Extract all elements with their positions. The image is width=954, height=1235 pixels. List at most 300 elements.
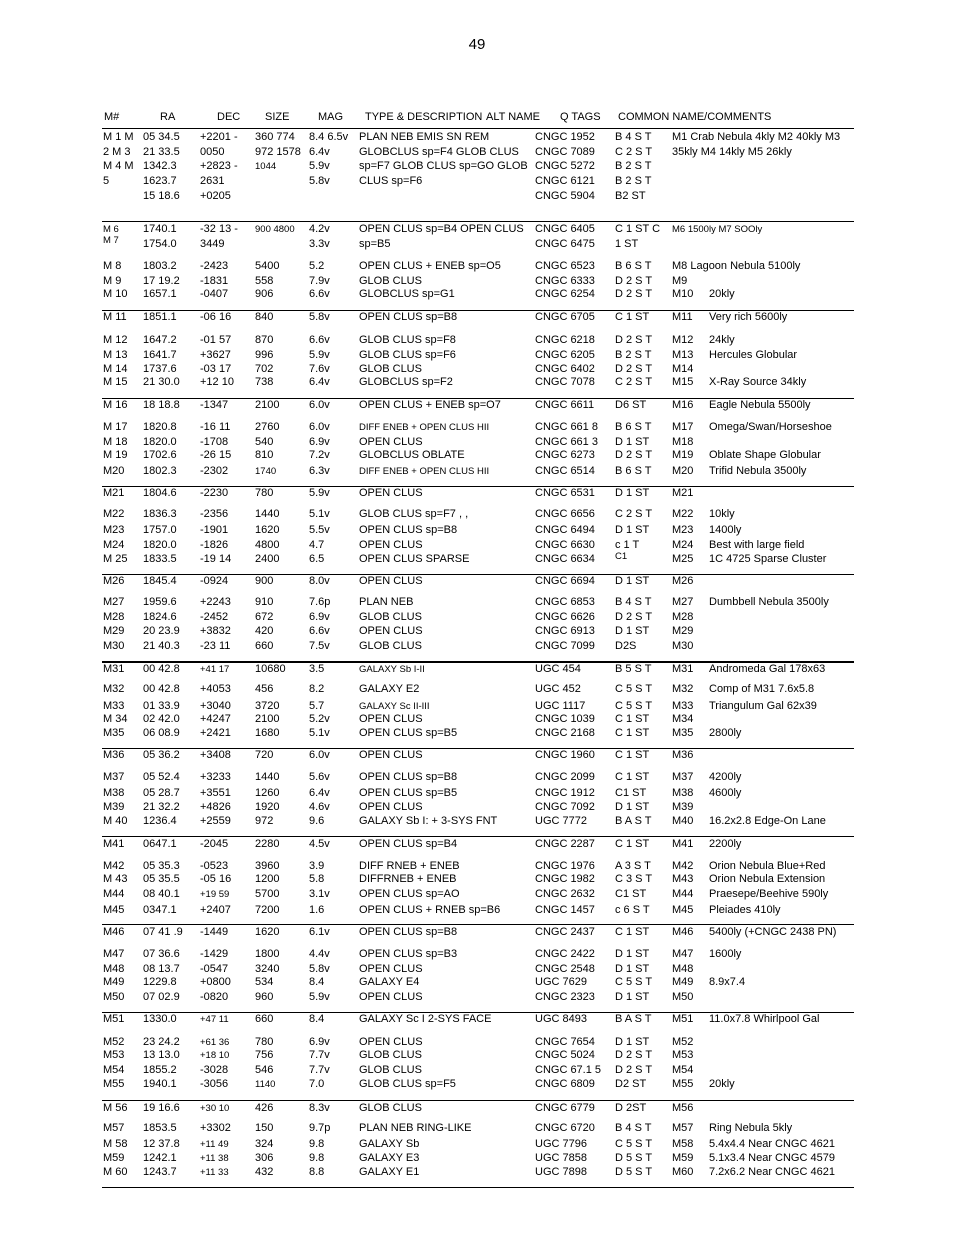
q-tags: C 1 ST — [615, 771, 650, 783]
alt-name: CNGC 6656 — [535, 508, 595, 520]
size: 1680 — [255, 727, 280, 739]
messier-number: M 18 — [103, 436, 128, 448]
common-name-comment: 10kly — [709, 508, 735, 520]
right-ascension: 1940.1 — [143, 1078, 177, 1090]
declination: +61 36 — [200, 1037, 230, 1048]
right-ascension: 05 34.5 — [143, 131, 180, 143]
common-name-id: M44 — [672, 888, 694, 900]
q-tags: C 5 S T — [615, 700, 653, 712]
declination: +19 59 — [200, 889, 230, 900]
right-ascension: 13 13.0 — [143, 1049, 180, 1061]
magnitude: 5.1v — [309, 508, 330, 520]
q-tags: B 5 S T — [615, 663, 652, 675]
magnitude: 7.0 — [309, 1078, 325, 1090]
size: 660 — [255, 640, 274, 652]
q-tags: C 1 ST C — [615, 223, 661, 235]
right-ascension: 1802.3 — [143, 465, 177, 477]
type-description: OPEN CLUS — [359, 487, 423, 499]
magnitude: 9.8 — [309, 1138, 325, 1150]
size: 720 — [255, 749, 274, 761]
type-description: OPEN CLUS — [359, 575, 423, 587]
q-tags: B A S T — [615, 815, 652, 827]
type-description: OPEN CLUS + ENEB sp=O7 — [359, 399, 501, 411]
right-ascension: 1803.2 — [143, 260, 177, 272]
right-ascension: 1853.5 — [143, 1122, 177, 1134]
magnitude: 5.8v — [309, 963, 330, 975]
q-tags: C 1 ST — [615, 727, 650, 739]
right-ascension: 1330.0 — [143, 1013, 177, 1025]
messier-number: M 1 M — [103, 131, 134, 143]
right-ascension: 1757.0 — [143, 524, 177, 536]
alt-name: CNGC 6523 — [535, 260, 595, 272]
q-tags: D 1 ST — [615, 991, 650, 1003]
q-tags: D 1 ST — [615, 487, 650, 499]
right-ascension: 05 35.5 — [143, 873, 180, 885]
common-name-id: M17 — [672, 421, 694, 433]
declination: 0050 — [200, 146, 225, 158]
messier-number: 5 — [103, 175, 110, 187]
alt-name: CNGC 67.1 5 — [535, 1064, 602, 1076]
q-tags: C 1 ST — [615, 713, 650, 725]
alt-name: CNGC 6402 — [535, 363, 595, 375]
alt-name: UGC 8493 — [535, 1013, 587, 1025]
magnitude: 3.9 — [309, 860, 325, 872]
alt-name: CNGC 6694 — [535, 575, 595, 587]
messier-number: M20 — [103, 465, 125, 477]
type-description: GALAXY Sb I-II — [359, 664, 425, 675]
q-tags: D 1 ST — [615, 436, 650, 448]
right-ascension: 15 18.6 — [143, 190, 180, 202]
magnitude: 5.9v — [309, 487, 330, 499]
right-ascension: 0347.1 — [143, 904, 177, 916]
common-name-id: M60 — [672, 1166, 694, 1178]
common-name-id: M53 — [672, 1049, 694, 1061]
declination: 2631 — [200, 175, 225, 187]
magnitude: 5.6v — [309, 771, 330, 783]
common-name-id: M49 — [672, 976, 694, 988]
right-ascension: 1820.8 — [143, 421, 177, 433]
magnitude: 6.3v — [309, 465, 330, 477]
right-ascension: 21 32.2 — [143, 801, 180, 813]
alt-name: UGC 7858 — [535, 1152, 587, 1164]
type-description: OPEN CLUS + ENEB sp=O5 — [359, 260, 501, 272]
size: 1440 — [255, 508, 280, 520]
declination: +4247 — [200, 713, 231, 725]
messier-number: M 16 — [103, 399, 128, 411]
size: 10680 — [255, 663, 286, 675]
right-ascension: 1236.4 — [143, 815, 177, 827]
messier-number: M22 — [103, 508, 125, 520]
right-ascension: 1737.6 — [143, 363, 177, 375]
magnitude: 6.1v — [309, 926, 330, 938]
magnitude: 5.9v — [309, 349, 330, 361]
messier-number: M38 — [103, 787, 125, 799]
declination: -0820 — [200, 991, 229, 1003]
alt-name: UGC 452 — [535, 683, 581, 695]
size: 2760 — [255, 421, 280, 433]
alt-name: CNGC 1952 — [535, 131, 595, 143]
messier-number: M37 — [103, 771, 125, 783]
magnitude: 5.9v — [309, 160, 330, 172]
common-name-comment: Comp of M31 7.6x5.8 — [709, 683, 815, 695]
right-ascension: 07 02.9 — [143, 991, 180, 1003]
declination: +3551 — [200, 787, 231, 799]
messier-number: M36 — [103, 749, 125, 761]
alt-name: CNGC 1039 — [535, 713, 595, 725]
alt-name: CNGC 6333 — [535, 275, 595, 287]
magnitude: 5.9v — [309, 991, 330, 1003]
magnitude: 6.6v — [309, 288, 330, 300]
alt-name: CNGC 2422 — [535, 948, 595, 960]
magnitude: 8.2 — [309, 683, 325, 695]
declination: -0523 — [200, 860, 229, 872]
common-name-id: M42 — [672, 860, 694, 872]
common-name-comment: 20kly — [709, 1078, 735, 1090]
common-name-id: M26 — [672, 575, 694, 587]
messier-number: M39 — [103, 801, 125, 813]
magnitude: 6.9v — [309, 1036, 330, 1048]
size: 910 — [255, 596, 274, 608]
column-header: TYPE & DESCRIPTION — [365, 111, 483, 123]
alt-name: CNGC 6720 — [535, 1122, 595, 1134]
right-ascension: 00 42.8 — [143, 683, 180, 695]
size: 996 — [255, 349, 274, 361]
common-name-id: M47 — [672, 948, 694, 960]
right-ascension: 08 40.1 — [143, 888, 180, 900]
right-ascension: 1845.4 — [143, 575, 177, 587]
messier-number: M 34 — [103, 713, 128, 725]
alt-name: CNGC 6494 — [535, 524, 595, 536]
common-name-comment: 2800ly — [709, 727, 742, 739]
declination: -0407 — [200, 288, 229, 300]
alt-name: CNGC 1976 — [535, 860, 595, 872]
alt-name: CNGC 2168 — [535, 727, 595, 739]
q-tags: c 1 T — [615, 539, 640, 551]
common-name-id: M18 — [672, 436, 694, 448]
common-name-comment: 20kly — [709, 288, 735, 300]
type-description: PLAN NEB EMIS SN REM — [359, 131, 490, 143]
common-name-comment: 8.9x7.4 — [709, 976, 746, 988]
size: 972 — [255, 815, 274, 827]
q-tags: A 3 S T — [615, 860, 651, 872]
declination: +3040 — [200, 700, 231, 712]
size: 1620 — [255, 926, 280, 938]
declination: -1901 — [200, 524, 229, 536]
size: 324 — [255, 1138, 274, 1150]
size: 1140 — [255, 1079, 276, 1090]
magnitude: 6.0v — [309, 399, 330, 411]
common-name-id: M8 Lagoon Nebula 5100ly — [672, 260, 801, 272]
q-tags: D 2 S T — [615, 611, 653, 623]
common-name-comment: 16.2x2.8 Edge-On Lane — [709, 815, 826, 827]
magnitude: 4.6v — [309, 801, 330, 813]
right-ascension: 05 36.2 — [143, 749, 180, 761]
type-description: OPEN CLUS sp=B5 — [359, 787, 458, 799]
common-name-id: M56 — [672, 1102, 694, 1114]
common-name-comment: Oblate Shape Globular — [709, 449, 821, 461]
size: 534 — [255, 976, 274, 988]
common-name-comment: Best with large field — [709, 539, 805, 551]
messier-number: M51 — [103, 1013, 125, 1025]
declination: +2421 — [200, 727, 231, 739]
declination: -01 57 — [200, 334, 232, 346]
messier-number: M47 — [103, 948, 125, 960]
magnitude: 6.5 — [309, 553, 325, 565]
declination: -26 15 — [200, 449, 232, 461]
right-ascension: 05 35.3 — [143, 860, 180, 872]
q-tags: D 2 S T — [615, 288, 653, 300]
common-name-id: M58 — [672, 1138, 694, 1150]
right-ascension: 05 52.4 — [143, 771, 180, 783]
q-tags: B 6 S T — [615, 465, 652, 477]
right-ascension: 0647.1 — [143, 838, 177, 850]
alt-name: CNGC 5024 — [535, 1049, 595, 1061]
common-name-comment: Eagle Nebula 5500ly — [709, 399, 811, 411]
alt-name: CNGC 6630 — [535, 539, 595, 551]
q-tags: D2S — [615, 640, 637, 652]
size: 2100 — [255, 399, 280, 411]
type-description: OPEN CLUS sp=B4 — [359, 838, 458, 850]
column-header: RA — [160, 111, 176, 123]
common-name-id: M19 — [672, 449, 694, 461]
messier-number: M54 — [103, 1064, 125, 1076]
declination: +30 10 — [200, 1103, 230, 1114]
right-ascension: 1855.2 — [143, 1064, 177, 1076]
size: 7200 — [255, 904, 280, 916]
alt-name: CNGC 2632 — [535, 888, 595, 900]
magnitude: 6.4v — [309, 146, 330, 158]
column-header: COMMON NAME/COMMENTS — [618, 111, 772, 123]
declination: +11 38 — [200, 1153, 229, 1164]
type-description: GLOBCLUS sp=F4 GLOB CLUS — [359, 146, 519, 158]
common-name-comment: Ring Nebula 5kly — [709, 1122, 793, 1134]
declination: -1831 — [200, 275, 229, 287]
messier-number: M21 — [103, 487, 125, 499]
size: 972 1578 — [255, 146, 301, 158]
q-tags: B 6 S T — [615, 421, 652, 433]
common-name-id: M29 — [672, 625, 694, 637]
magnitude: 5.8 — [309, 873, 325, 885]
alt-name: CNGC 661 3 — [535, 436, 598, 448]
type-description: GLOB CLUS sp=F5 — [359, 1078, 456, 1090]
q-tags: D 2 S T — [615, 334, 653, 346]
declination: +3627 — [200, 349, 231, 361]
magnitude: 8.3v — [309, 1102, 330, 1114]
common-name-id: M55 — [672, 1078, 694, 1090]
q-tags: D 1 ST — [615, 1036, 650, 1048]
q-tags: C 5 S T — [615, 1138, 653, 1150]
common-name-comment: 5.1x3.4 Near CNGC 4579 — [709, 1152, 835, 1164]
size: 906 — [255, 288, 274, 300]
messier-number: M24 — [103, 539, 125, 551]
type-description: PLAN NEB RING-LIKE — [359, 1122, 472, 1134]
q-tags: C 1 ST — [615, 926, 650, 938]
alt-name: CNGC 661 8 — [535, 421, 598, 433]
declination: +18 10 — [200, 1050, 230, 1061]
magnitude: 6.6v — [309, 625, 330, 637]
alt-name: CNGC 1912 — [535, 787, 595, 799]
right-ascension: 23 24.2 — [143, 1036, 180, 1048]
common-name-comment: Andromeda Gal 178x63 — [709, 663, 826, 675]
declination: +47 11 — [200, 1014, 229, 1025]
right-ascension: 02 42.0 — [143, 713, 180, 725]
messier-number: M 8 — [103, 260, 122, 272]
messier-number: M33 — [103, 700, 125, 712]
alt-name: CNGC 6853 — [535, 596, 595, 608]
q-tags: C 2 S T — [615, 146, 653, 158]
size: 4800 — [255, 539, 280, 551]
alt-name: CNGC 7099 — [535, 640, 595, 652]
messier-number: M44 — [103, 888, 125, 900]
alt-name: CNGC 6514 — [535, 465, 595, 477]
type-description: OPEN CLUS sp=B8 — [359, 771, 458, 783]
right-ascension: 21 40.3 — [143, 640, 180, 652]
messier-number: M55 — [103, 1078, 125, 1090]
type-description: DIFF ENEB + OPEN CLUS HII — [359, 422, 490, 433]
q-tags: D 1 ST — [615, 524, 650, 536]
messier-number: M 4 M — [103, 160, 134, 172]
right-ascension: 1243.7 — [143, 1166, 177, 1178]
right-ascension: 07 36.6 — [143, 948, 180, 960]
alt-name: CNGC 6531 — [535, 487, 595, 499]
magnitude: 7.6p — [309, 596, 331, 608]
common-name-id: M48 — [672, 963, 694, 975]
alt-name: CNGC 5272 — [535, 160, 595, 172]
declination: -2423 — [200, 260, 229, 272]
type-description: sp=B5 — [359, 238, 391, 250]
size: 1260 — [255, 787, 280, 799]
declination: +3302 — [200, 1122, 231, 1134]
size: 2100 — [255, 713, 280, 725]
right-ascension: 07 41 .9 — [143, 926, 183, 938]
size: 5400 — [255, 260, 280, 272]
declination: -1429 — [200, 948, 229, 960]
type-description: GALAXY Sb — [359, 1138, 420, 1150]
size: 558 — [255, 275, 274, 287]
size: 432 — [255, 1166, 274, 1178]
declination: -2452 — [200, 611, 229, 623]
magnitude: 9.7p — [309, 1122, 331, 1134]
magnitude: 7.5v — [309, 640, 330, 652]
common-name-id: M12 — [672, 334, 694, 346]
declination: -0547 — [200, 963, 229, 975]
common-name-id: M40 — [672, 815, 694, 827]
alt-name: CNGC 6475 — [535, 238, 595, 250]
declination: -2045 — [200, 838, 229, 850]
common-name-id: M28 — [672, 611, 694, 623]
common-name-comment: Omega/Swan/Horseshoe — [709, 421, 832, 433]
type-description: OPEN CLUS sp=B4 OPEN CLUS — [359, 223, 524, 235]
messier-number: M45 — [103, 904, 125, 916]
type-description: OPEN CLUS sp=B8 — [359, 311, 458, 323]
declination: +3233 — [200, 771, 231, 783]
common-name-comment: 5.4x4.4 Near CNGC 4621 — [709, 1138, 835, 1150]
common-name-comment: 2200ly — [709, 838, 742, 850]
common-name-id: M20 — [672, 465, 694, 477]
messier-number: M 19 — [103, 449, 128, 461]
size: 810 — [255, 449, 274, 461]
right-ascension: 1242.1 — [143, 1152, 177, 1164]
column-header: Q TAGS — [560, 111, 601, 123]
alt-name: CNGC 6779 — [535, 1102, 595, 1114]
alt-name: CNGC 5904 — [535, 190, 595, 202]
q-tags: B 4 S T — [615, 596, 652, 608]
size: 150 — [255, 1122, 274, 1134]
magnitude: 8.4 6.5v — [309, 131, 349, 143]
right-ascension: 05 28.7 — [143, 787, 180, 799]
right-ascension: 12 37.8 — [143, 1138, 180, 1150]
q-tags: D 5 S T — [615, 1152, 653, 1164]
declination: -23 11 — [200, 640, 231, 652]
common-name-comment: Hercules Globular — [709, 349, 798, 361]
declination: +0205 — [200, 190, 231, 202]
right-ascension: 1754.0 — [143, 238, 177, 250]
declination: +2201 - — [200, 131, 238, 143]
common-name-id: M45 — [672, 904, 694, 916]
q-tags: C 1 ST — [615, 311, 650, 323]
column-header: ALT NAME — [486, 111, 540, 123]
messier-number: M 15 — [103, 376, 128, 388]
common-name-id: M37 — [672, 771, 694, 783]
declination: -03 17 — [200, 363, 232, 375]
q-tags: D 2ST — [615, 1102, 647, 1114]
q-tags: C 2 S T — [615, 508, 653, 520]
messier-number: M42 — [103, 860, 125, 872]
type-description: OPEN CLUS — [359, 963, 423, 975]
declination: +2243 — [200, 596, 231, 608]
common-name-id: M6 1500ly M7 SOOly — [672, 224, 763, 235]
messier-number: M41 — [103, 838, 125, 850]
declination: +2407 — [200, 904, 231, 916]
type-description: CLUS sp=F6 — [359, 175, 423, 187]
size: 5700 — [255, 888, 280, 900]
right-ascension: 1229.8 — [143, 976, 177, 988]
magnitude: 7.2v — [309, 449, 330, 461]
type-description: OPEN CLUS — [359, 801, 423, 813]
alt-name: CNGC 6273 — [535, 449, 595, 461]
declination: -2302 — [200, 465, 229, 477]
magnitude: 6.4v — [309, 787, 330, 799]
q-tags: D 2 S T — [615, 449, 653, 461]
q-tags: C1 — [615, 551, 628, 562]
right-ascension: 1959.6 — [143, 596, 177, 608]
common-name-id: M34 — [672, 713, 694, 725]
common-name-id: M31 — [672, 663, 694, 675]
common-name-comment: 1400ly — [709, 524, 742, 536]
common-name-id: M21 — [672, 487, 694, 499]
alt-name: CNGC 6121 — [535, 175, 595, 187]
declination: +11 33 — [200, 1167, 229, 1178]
common-name-comment: 1600ly — [709, 948, 742, 960]
messier-number: M30 — [103, 640, 125, 652]
magnitude: 4.7 — [309, 539, 325, 551]
right-ascension: 1820.0 — [143, 436, 177, 448]
messier-number: M23 — [103, 524, 125, 536]
type-description: DIFFRNEB + ENEB — [359, 873, 457, 885]
common-name-id: M33 — [672, 700, 694, 712]
messier-number: M 40 — [103, 815, 128, 827]
common-name-comment: 1C 4725 Sparse Cluster — [709, 553, 827, 565]
common-name-id: M27 — [672, 596, 694, 608]
magnitude: 8.4 — [309, 1013, 325, 1025]
right-ascension: 1342.3 — [143, 160, 177, 172]
messier-number: M48 — [103, 963, 125, 975]
q-tags: C 2 S T — [615, 376, 653, 388]
type-description: GLOB CLUS — [359, 1064, 422, 1076]
alt-name: CNGC 6809 — [535, 1078, 595, 1090]
messier-number: M 14 — [103, 363, 128, 375]
column-header: SIZE — [265, 111, 290, 123]
